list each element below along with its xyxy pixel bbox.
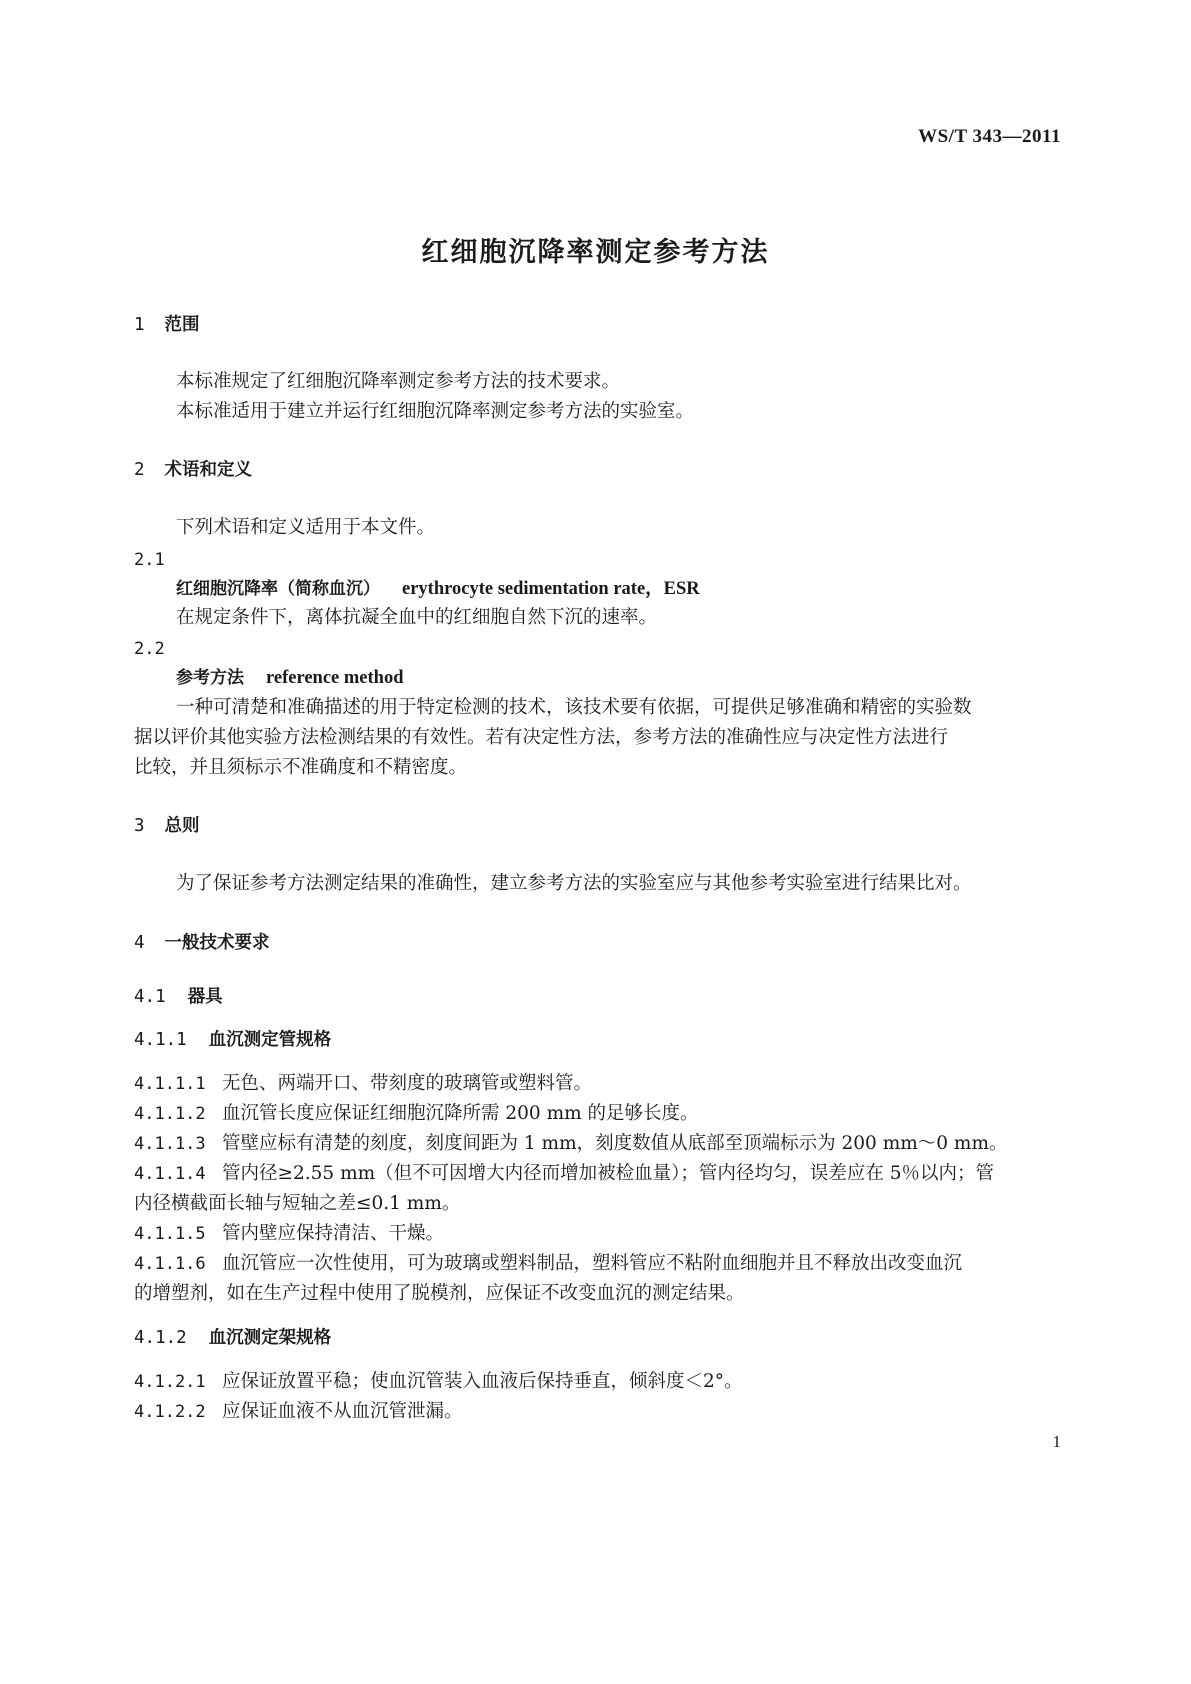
section-title: 范围 [164, 315, 200, 335]
term-definition: 据以评价其他实验方法检测结果的有效性。若有决定性方法，参考方法的准确性应与决定性方法进行 [134, 727, 949, 748]
clause-text: 应保证血液不从血沉管泄漏。 [222, 1401, 463, 1422]
subsection-heading-apparatus [134, 985, 1064, 1009]
clause-number: 4.1.1.5 [134, 1224, 206, 1244]
standard-number: WS/T 343—2011 [918, 126, 1061, 147]
clause-number: 4.1.2.1 [134, 1372, 206, 1392]
clause-number: 4.1.1.6 [134, 1254, 206, 1274]
subsection-title: 器具 [187, 987, 223, 1007]
subsection-title: 血沉测定管规格 [208, 1030, 332, 1050]
clause-text: 应保证放置平稳；使血沉管装入血液后保持垂直，倾斜度＜2°。 [222, 1371, 743, 1392]
term-zh: 参考方法 [176, 668, 244, 688]
clause-text: 管内壁应保持清洁、干燥。 [222, 1223, 445, 1244]
section-title: 术语和定义 [164, 460, 253, 480]
clause [134, 1370, 1064, 1394]
clause [134, 1132, 1064, 1156]
section-number: 2 [134, 460, 145, 480]
subsection-title: 血沉测定架规格 [208, 1328, 332, 1348]
clause-text: 无色、两端开口、带刻度的玻璃管或塑料管。 [222, 1073, 593, 1094]
paragraph: 为了保证参考方法测定结果的准确性，建立参考方法的实验室应与其他参考实验室进行结果比对。 [176, 873, 972, 894]
section-number: 1 [134, 315, 145, 335]
clause-continuation: 内径横截面长轴与短轴之差≤0.1 mm。 [134, 1193, 461, 1214]
clause [134, 1400, 1064, 1424]
subsection-number: 4.1 [134, 987, 166, 1007]
paragraph: 下列术语和定义适用于本文件。 [176, 517, 436, 538]
clause-text: 血沉管长度应保证红细胞沉降所需 200 mm 的足够长度。 [222, 1103, 699, 1124]
clause-text: 管壁应标有清楚的刻度，刻度间距为 1 mm，刻度数值从底部至顶端标示为 200 mm～0 mm。 [222, 1133, 1008, 1154]
subsection-heading-tube-spec [134, 1028, 1064, 1052]
term-number: 2.1 [134, 550, 165, 570]
term-heading [176, 577, 1064, 601]
section-number: 4 [134, 933, 145, 953]
clause [134, 1072, 1064, 1096]
term-number: 2.2 [134, 639, 165, 659]
clause-text: 管内径≥2.55 mm（但不可因增大内径而增加被检血量）；管内径均匀，误差应在 5％以内；管 [222, 1163, 995, 1184]
clause-number: 4.1.1.3 [134, 1134, 206, 1154]
section-number: 3 [134, 816, 145, 836]
term-definition: 一种可清楚和准确描述的用于特定检测的技术，该技术要有依据，可提供足够准确和精密的实验数 [176, 697, 972, 718]
paragraph: 本标准规定了红细胞沉降率测定参考方法的技术要求。 [176, 371, 621, 392]
subsection-number: 4.1.2 [134, 1328, 187, 1348]
section-title: 总则 [164, 816, 200, 836]
clause-continuation: 的增塑剂，如在生产过程中使用了脱模剂，应保证不改变血沉的测定结果。 [134, 1283, 745, 1304]
subsection-number: 4.1.1 [134, 1030, 187, 1050]
term-heading [176, 666, 1064, 690]
clause [134, 1252, 1064, 1276]
clause-number: 4.1.1.4 [134, 1164, 206, 1184]
term-zh: 红细胞沉降率（简称血沉） [176, 579, 380, 599]
document-title: 红细胞沉降率测定参考方法 [421, 237, 770, 268]
clause-number: 4.1.1.2 [134, 1104, 206, 1124]
term-definition: 在规定条件下，离体抗凝全血中的红细胞自然下沉的速率。 [176, 607, 658, 628]
section-heading-scope [134, 313, 1064, 337]
paragraph: 本标准适用于建立并运行红细胞沉降率测定参考方法的实验室。 [176, 401, 695, 422]
section-heading-terms [134, 458, 1064, 482]
clause [134, 1102, 1064, 1126]
section-title: 一般技术要求 [164, 933, 270, 953]
clause [134, 1222, 1064, 1246]
term-en: erythrocyte sedimentation rate，ESR [402, 579, 700, 599]
section-heading-general [134, 814, 1064, 838]
term-en: reference method [266, 668, 404, 688]
term-definition: 比较，并且须标示不准确度和不精密度。 [134, 757, 468, 778]
subsection-heading-rack-spec [134, 1326, 1064, 1350]
clause-number: 4.1.2.2 [134, 1402, 206, 1422]
clause-text: 血沉管应一次性使用，可为玻璃或塑料制品，塑料管应不粘附血细胞并且不释放出改变血沉 [222, 1253, 963, 1274]
section-heading-requirements [134, 931, 1064, 955]
clause [134, 1162, 1064, 1186]
clause-number: 4.1.1.1 [134, 1074, 206, 1094]
page-number: 1 [1052, 1432, 1061, 1451]
